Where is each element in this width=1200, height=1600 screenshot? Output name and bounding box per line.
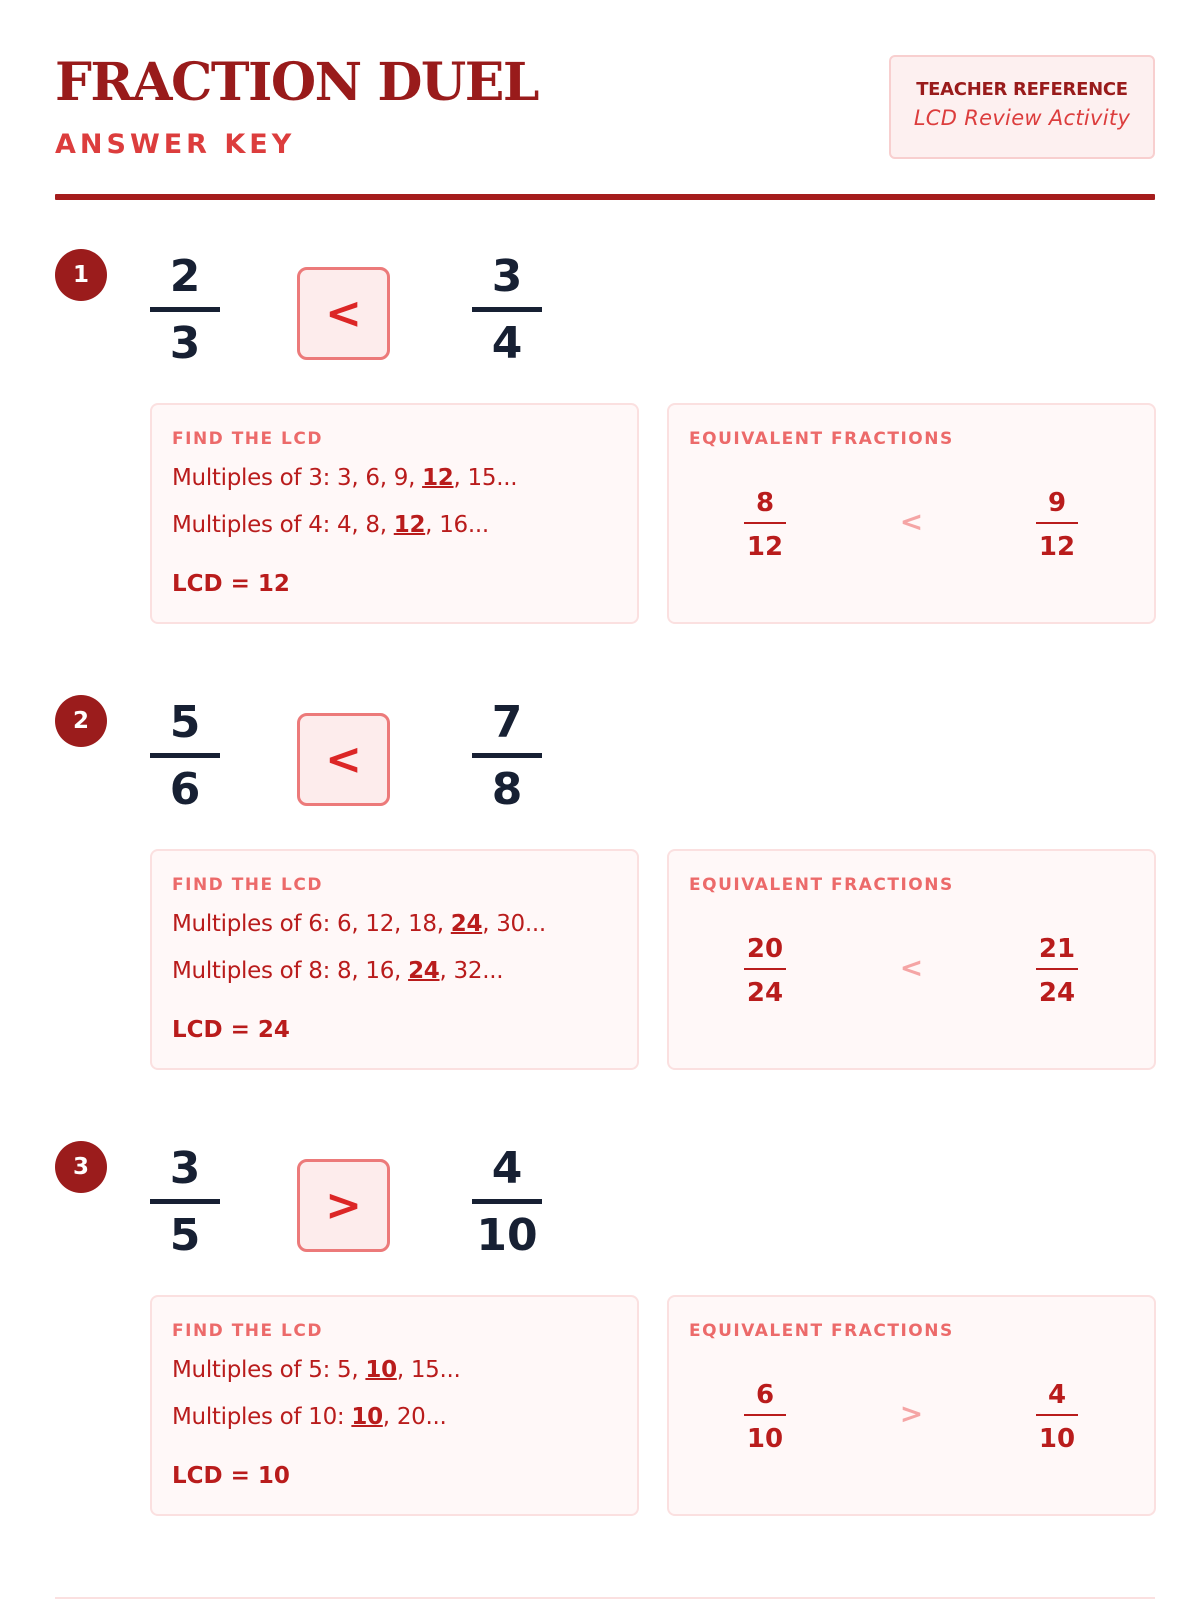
- equivalent-fractions-card: [667, 1295, 1156, 1516]
- lcd-result: LCD = 10: [172, 1463, 290, 1489]
- fraction-bar: [472, 307, 542, 312]
- numerator: 4: [491, 1143, 523, 1194]
- numerator: 5: [169, 697, 201, 748]
- problem-number-badge: 1: [55, 249, 107, 301]
- find-lcd-label: FIND THE LCD: [172, 875, 323, 895]
- lcd-highlight: 12: [422, 465, 454, 491]
- equivalent-fractions-label: EQUIVALENT FRACTIONS: [689, 875, 954, 895]
- equivalent-right-fraction: 9 12: [1036, 487, 1078, 563]
- reference-title: TEACHER REFERENCE: [916, 79, 1128, 100]
- denominator: 3: [169, 318, 201, 369]
- lcd-result: LCD = 12: [172, 571, 290, 597]
- multiples-line-1: Multiples of 3: 3, 6, 9, 12, 15...: [172, 465, 518, 491]
- equivalent-comparison-sign: <: [899, 951, 924, 984]
- denominator: 8: [491, 764, 523, 815]
- lcd-highlight: 24: [408, 958, 440, 984]
- lcd-highlight: 24: [450, 911, 483, 937]
- left-fraction: [150, 695, 220, 818]
- equivalent-left-fraction: 6 10: [744, 1379, 786, 1455]
- fraction-bar: [150, 307, 220, 312]
- fraction-bar: [150, 753, 220, 758]
- lcd-highlight: 10: [365, 1357, 397, 1383]
- lcd-result: LCD = 24: [172, 1017, 290, 1043]
- header-divider: [55, 194, 1155, 200]
- problem-number-badge: 3: [55, 1141, 107, 1193]
- comparison-answer-box: >: [297, 1159, 390, 1252]
- comparison-answer-box: <: [297, 267, 390, 360]
- numerator: 2: [169, 251, 201, 302]
- numerator: 3: [169, 1143, 201, 1194]
- page-header: [55, 52, 1155, 205]
- fraction-bar: [472, 753, 542, 758]
- equivalent-left-fraction: 20 24: [744, 933, 786, 1009]
- problem-1: [55, 249, 1155, 649]
- right-fraction: [472, 1141, 542, 1264]
- reference-subtitle: LCD Review Activity: [913, 106, 1131, 130]
- lcd-highlight: 10: [351, 1404, 383, 1430]
- footer-divider: [55, 1597, 1155, 1599]
- right-fraction: [472, 249, 542, 372]
- find-lcd-label: FIND THE LCD: [172, 1321, 323, 1341]
- multiples-line-1: Multiples of 5: 5, 10, 15...: [172, 1357, 461, 1383]
- find-lcd-card: [150, 403, 639, 624]
- equivalent-right-fraction: 4 10: [1036, 1379, 1078, 1455]
- multiples-line-2: Multiples of 4: 4, 8, 12, 16...: [172, 512, 489, 538]
- equivalent-comparison-sign: >: [899, 1397, 924, 1430]
- page-title: FRACTION DUEL: [55, 52, 538, 113]
- equivalent-fractions-label: EQUIVALENT FRACTIONS: [689, 1321, 954, 1341]
- problem-number-badge: 2: [55, 695, 107, 747]
- teacher-reference-badge: [889, 55, 1155, 159]
- multiples-line-2: Multiples of 8: 8, 16, 24, 32...: [172, 958, 504, 984]
- find-lcd-card: [150, 1295, 639, 1516]
- find-lcd-label: FIND THE LCD: [172, 429, 323, 449]
- equivalent-fractions-card: [667, 849, 1156, 1070]
- lcd-highlight: 12: [393, 512, 426, 538]
- fraction-bar: [150, 1199, 220, 1204]
- fraction-bar: [472, 1199, 542, 1204]
- equivalent-left-fraction: 8 12: [744, 487, 786, 563]
- denominator: 5: [169, 1210, 201, 1261]
- comparison-answer-box: <: [297, 713, 390, 806]
- right-fraction: [472, 695, 542, 818]
- left-fraction: [150, 249, 220, 372]
- equivalent-fractions-card: [667, 403, 1156, 624]
- equivalent-comparison-sign: <: [899, 505, 924, 538]
- problem-2: [55, 695, 1155, 1095]
- find-lcd-card: [150, 849, 639, 1070]
- denominator: 4: [491, 318, 523, 369]
- equivalent-fractions-label: EQUIVALENT FRACTIONS: [689, 429, 954, 449]
- multiples-line-1: Multiples of 6: 6, 12, 18, 24, 30...: [172, 911, 546, 937]
- denominator: 6: [169, 764, 201, 815]
- denominator: 10: [476, 1210, 538, 1261]
- problem-3: [55, 1141, 1155, 1541]
- multiples-line-2: Multiples of 10: 10, 20...: [172, 1404, 447, 1430]
- left-fraction: [150, 1141, 220, 1264]
- equivalent-right-fraction: 21 24: [1036, 933, 1078, 1009]
- numerator: 3: [491, 251, 523, 302]
- page-subtitle: ANSWER KEY: [55, 129, 296, 160]
- numerator: 7: [491, 697, 523, 748]
